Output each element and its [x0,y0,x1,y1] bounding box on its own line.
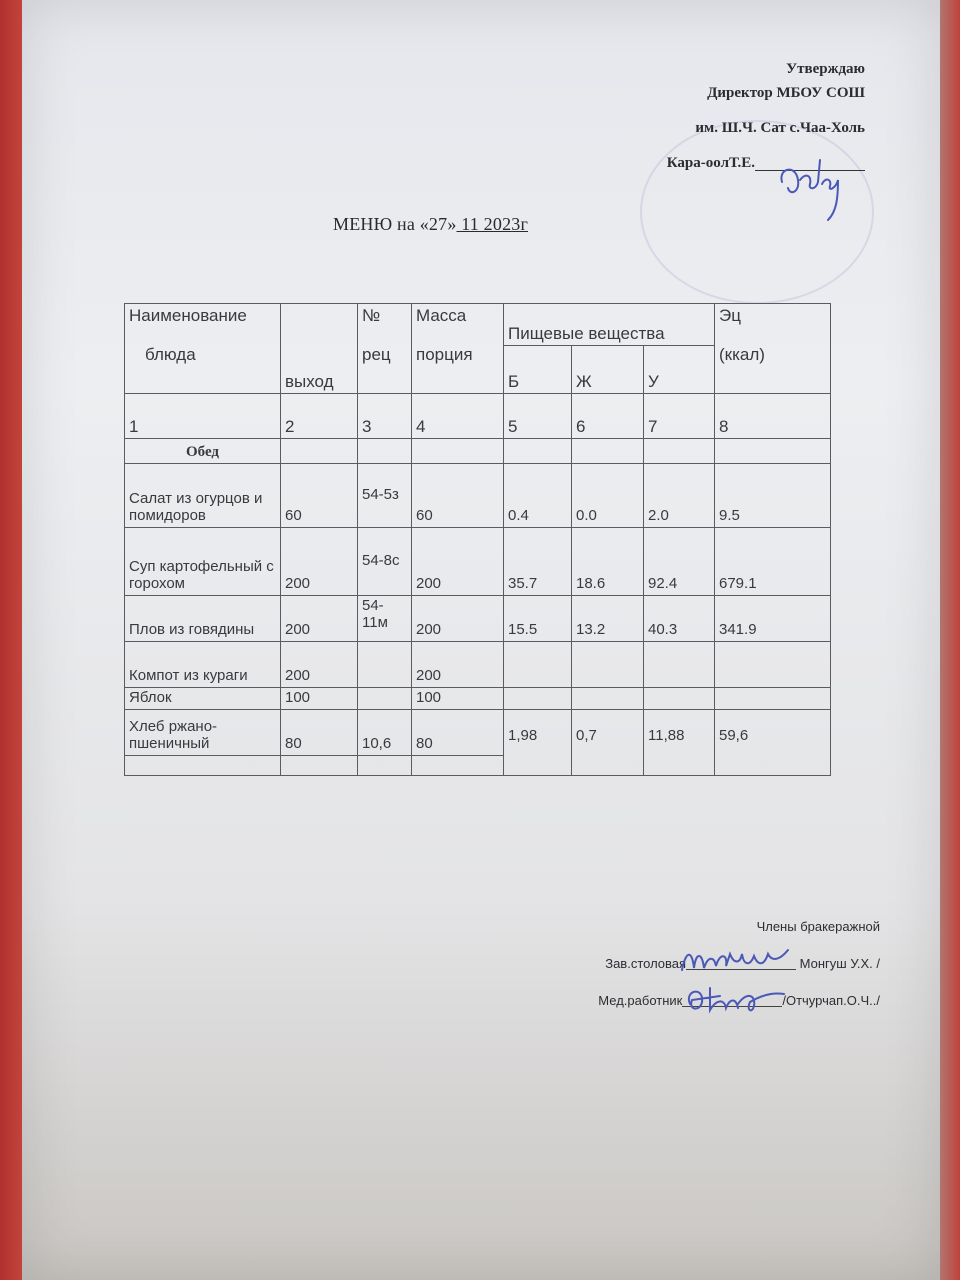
dish-b: 1,98 [504,709,572,775]
dish-energy [715,688,831,710]
section-label: Обед [125,439,281,464]
dish-u [644,688,715,710]
header-energy [715,304,831,394]
dish-recipe: 10,6 [358,709,412,755]
table-row [125,688,831,710]
empty-cell [504,439,572,464]
empty-cell [125,755,281,775]
header-mass [412,304,504,394]
dish-name: Хлеб ржано-пшеничный [125,709,281,755]
header-name [125,304,281,394]
column-number: 7 [644,394,715,439]
table-row [125,642,831,688]
table-row [125,464,831,528]
section-row-lunch [125,439,831,464]
header-recipe-line2: рец [362,345,391,365]
dish-output: 200 [281,528,358,596]
dish-u: 40.3 [644,596,715,642]
canteen-signature-line [686,957,796,970]
dish-recipe [358,688,412,710]
dish-zh: 13.2 [572,596,644,642]
dish-name: Салат из огурцов и помидоров [125,464,281,528]
header-nutrients: Пищевые вещества [504,304,715,346]
dish-zh: 0,7 [572,709,644,775]
dish-name: Яблок [125,688,281,710]
dish-output: 60 [281,464,358,528]
dish-output: 80 [281,709,358,755]
menu-title [333,214,528,235]
empty-cell [281,439,358,464]
dish-energy: 59,6 [715,709,831,775]
dish-b: 15.5 [504,596,572,642]
canteen-person: Монгуш У.Х. / [796,956,880,971]
header-recipe-line1: № [362,306,381,325]
header-recipe [358,304,412,394]
header-energy-line1: Эц [719,306,741,325]
header-b: Б [504,346,572,394]
column-number: 4 [412,394,504,439]
dish-name: Плов из говядины [125,596,281,642]
header-output: выход [281,304,358,394]
menu-title-prefix: МЕНЮ на «27» [333,214,457,234]
medic-person: /Отчурчап.О.Ч../ [782,993,880,1008]
dish-zh [572,642,644,688]
menu-title-date: 11 2023г [456,214,529,234]
header-mass-line2: порция [416,345,473,365]
medic-signature-line [682,994,782,1007]
dish-u: 92.4 [644,528,715,596]
header-mass-line1: Масса [416,306,467,325]
empty-cell [572,439,644,464]
dish-mass: 200 [412,528,504,596]
menu-table [124,303,831,776]
dish-u: 2.0 [644,464,715,528]
table-row [125,528,831,596]
table-row [125,596,831,642]
dish-energy: 679.1 [715,528,831,596]
dish-recipe: 54-8с [358,528,412,596]
commission-block [598,920,880,1031]
dish-mass: 80 [412,709,504,755]
dish-output: 200 [281,596,358,642]
dish-mass: 100 [412,688,504,710]
dish-b: 0.4 [504,464,572,528]
dish-name: Суп картофельный с горохом [125,528,281,596]
column-number: 8 [715,394,831,439]
empty-cell [412,755,504,775]
dish-b [504,642,572,688]
dish-name: Компот из кураги [125,642,281,688]
empty-cell [715,439,831,464]
medic-role: Мед.работник [598,993,683,1008]
dish-output: 200 [281,642,358,688]
commission-title: Члены бракеражной [756,919,880,934]
dish-b [504,688,572,710]
dish-mass: 60 [412,464,504,528]
dish-energy: 9.5 [715,464,831,528]
approval-line-3: им. Ш.Ч. Сат с.Чаа-Холь [695,120,865,136]
dish-recipe: 54-11м [358,596,412,642]
dish-energy: 341.9 [715,596,831,642]
header-u: У [644,346,715,394]
dish-energy [715,642,831,688]
column-numbers-row [125,394,831,439]
dish-mass: 200 [412,642,504,688]
dish-zh [572,688,644,710]
table-row [125,709,831,755]
dish-mass: 200 [412,596,504,642]
header-zh: Ж [572,346,644,394]
empty-cell [412,439,504,464]
column-number: 5 [504,394,572,439]
approval-block [667,62,865,171]
approval-line-4 [667,156,865,171]
commission-row-canteen [598,957,880,970]
dish-recipe: 54-5з [358,464,412,528]
dish-recipe [358,642,412,688]
commission-row-medic [598,994,880,1007]
empty-cell [358,439,412,464]
empty-cell [644,439,715,464]
dish-b: 35.7 [504,528,572,596]
empty-cell [281,755,358,775]
dish-zh: 0.0 [572,464,644,528]
approval-line-2: Директор МБОУ СОШ [707,85,865,101]
empty-cell [358,755,412,775]
dish-zh: 18.6 [572,528,644,596]
column-number: 3 [358,394,412,439]
dish-u [644,642,715,688]
column-number: 6 [572,394,644,439]
director-name: Кара-оолТ.Е. [666,155,755,171]
header-name-line2: блюда [145,345,196,365]
column-number: 1 [125,394,281,439]
header-energy-line2: (ккал) [719,345,765,365]
director-signature-line [755,156,865,171]
header-name-line1: Наименование [129,306,247,325]
dish-output: 100 [281,688,358,710]
header-row-1 [125,304,831,346]
approval-line-1: Утверждаю [786,61,865,77]
canteen-role: Зав.столовая [605,956,687,971]
dish-u: 11,88 [644,709,715,775]
column-number: 2 [281,394,358,439]
